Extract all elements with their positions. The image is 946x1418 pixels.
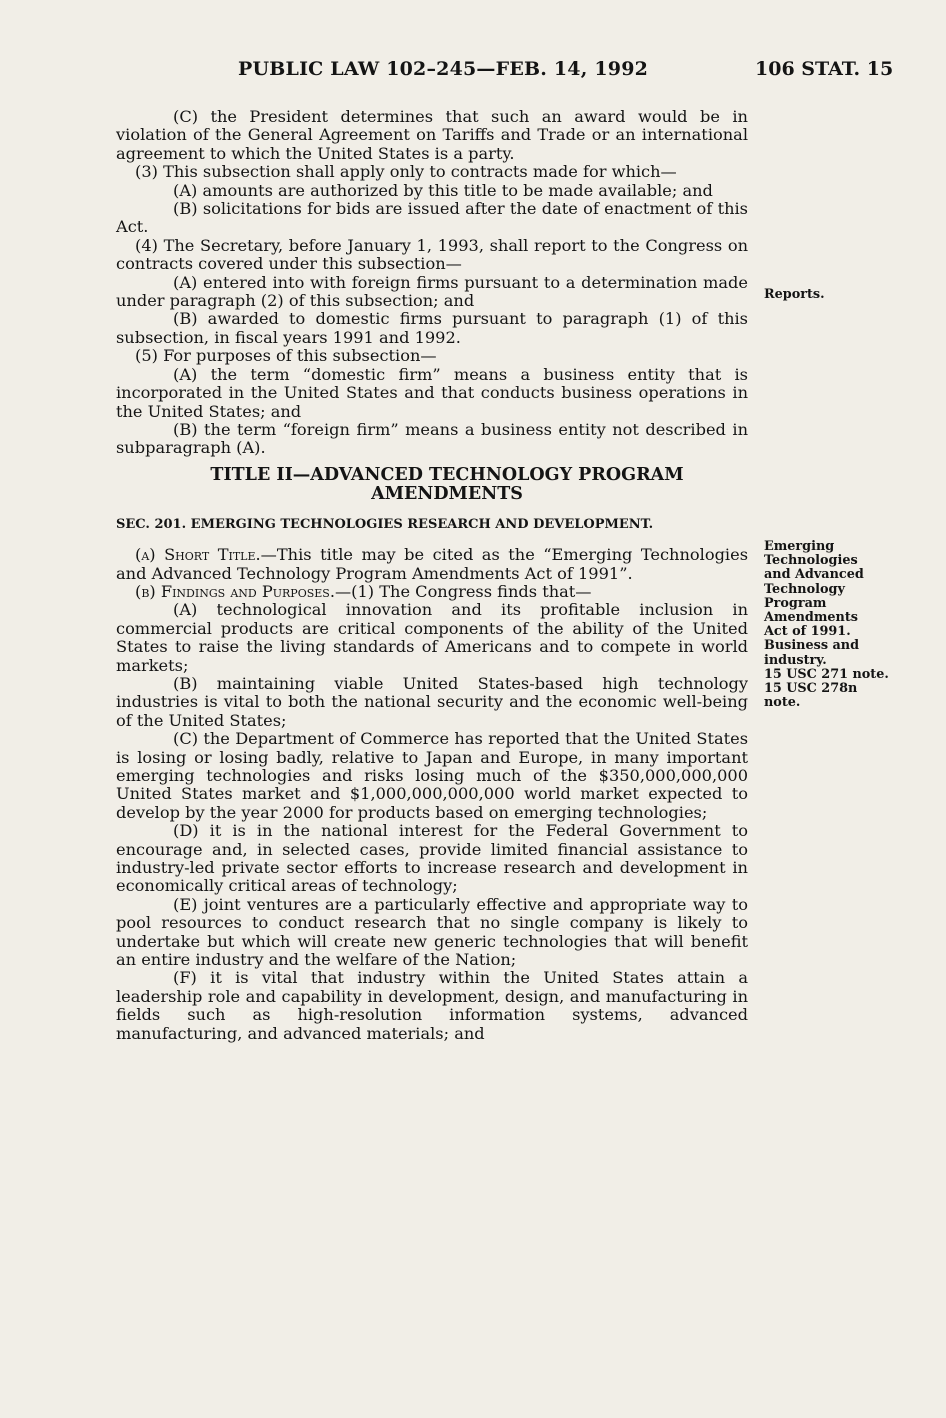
margin-note-line: note. [764, 695, 801, 711]
body-text [116, 108, 748, 1043]
paragraph: (F) it is vital that industry within the United States attain a leadership role and capability in development, design, and manufacturing in fields such as high-resolution information systems, advanced manufacturing, and advanced materials; and [116, 968, 748, 1043]
subsection-label: (b) Findings and Purposes. [135, 581, 335, 601]
margin-note-reports: Reports. [764, 287, 825, 302]
section-heading: SEC. 201. EMERGING TECHNOLOGIES RESEARCH AND DEVELOPMENT. [116, 516, 654, 532]
margin-note-line: Technology [764, 581, 845, 597]
margin-note-line: 15 USC 278n [764, 681, 858, 697]
header-page-number: 106 STAT. 15 [755, 58, 894, 80]
paragraph: (A) the term “domestic firm” means a business entity that is incorporated in the United States and that conducts business operations in the United States; and [116, 364, 748, 421]
margin-note-line: Act of 1991. [764, 624, 851, 640]
margin-note-line: 15 USC 271 note. [764, 666, 889, 682]
margin-note-line: and Advanced [764, 567, 864, 583]
paragraph: (B) the term “foreign firm” means a business entity not described in subparagraph (A). [116, 419, 748, 458]
subsection-label: (a) Short Title. [135, 545, 261, 565]
paragraph: (C) the President determines that such an award would be in violation of the General Agreement on Tariffs and Trade or an international agreement to which the United States is a party. [116, 107, 748, 163]
paragraph [116, 583, 748, 601]
margin-note-line: industry. [764, 652, 827, 668]
title-heading [116, 466, 748, 504]
paragraph: (C) the Department of Commerce has reported that the United States is losing or losing badly, relative to Japan and Europe, in many important emerging technologies and risks losing much of the $350,000,000,000 United States market and $1,000,000,000,000 world market expected to develop by the year 2000 for products based on emerging technologies; [116, 729, 748, 822]
header-title: PUBLIC LAW 102–245—FEB. 14, 1992 [238, 58, 649, 80]
title-line: AMENDMENTS [371, 483, 523, 504]
paragraph [116, 546, 748, 583]
paragraph: (4) The Secretary, before January 1, 1993, shall report to the Congress on contracts covered under this subsection— [116, 235, 748, 274]
paragraph: (E) joint ventures are a particularly effective and appropriate way to pool resources to conduct research that no single company is likely to undertake but which will create new generic technologies that will benefit an entire industry and the welfare of the Nation; [116, 894, 748, 970]
paragraph: (3) This subsection shall apply only to contracts made for which— [135, 162, 677, 182]
margin-note-line: Technologies [764, 553, 858, 569]
paragraph: (D) it is in the national interest for the Federal Government to encourage and, in selected cases, provide limited financial assistance to industry-led private sector efforts to increase research and development in economically critical areas of technology; [116, 821, 748, 896]
margin-note-line: Program [764, 595, 827, 611]
margin-note-line: Amendments [764, 610, 858, 626]
page-header [0, 58, 946, 90]
paragraph: (A) technological innovation and its profitable inclusion in commercial products are critical components of the ability of the United States to raise the living standards of Americans and to compete in world markets; [116, 600, 748, 675]
margin-note-line: Business and [764, 638, 860, 654]
paragraph: (B) maintaining viable United States-based high technology industries is vital to both the national security and the economic well-being of the United States; [116, 673, 748, 730]
paragraph: (A) amounts are authorized by this title to be made available; and [173, 180, 713, 200]
margin-note-line: Emerging [764, 539, 835, 554]
paragraph: (A) entered into with foreign firms pursuant to a determination made under paragraph (2) of this subsection; and [116, 272, 748, 311]
paragraph: (5) For purposes of this subsection— [135, 346, 437, 366]
paragraph: (B) solicitations for bids are issued after the date of enactment of this Act. [116, 199, 748, 237]
paragraph-text: —This title may be cited as the “Emerging Technologies and Advanced Technology Program Amendments Act of 1991”. [116, 545, 748, 583]
paragraph: (B) awarded to domestic firms pursuant to paragraph (1) of this subsection, in fiscal years 1991 and 1992. [116, 309, 748, 347]
margin-note-act [764, 540, 889, 710]
paragraph-text: —(1) The Congress finds that— [334, 581, 592, 601]
title-line: TITLE II—ADVANCED TECHNOLOGY PROGRAM [210, 464, 684, 485]
